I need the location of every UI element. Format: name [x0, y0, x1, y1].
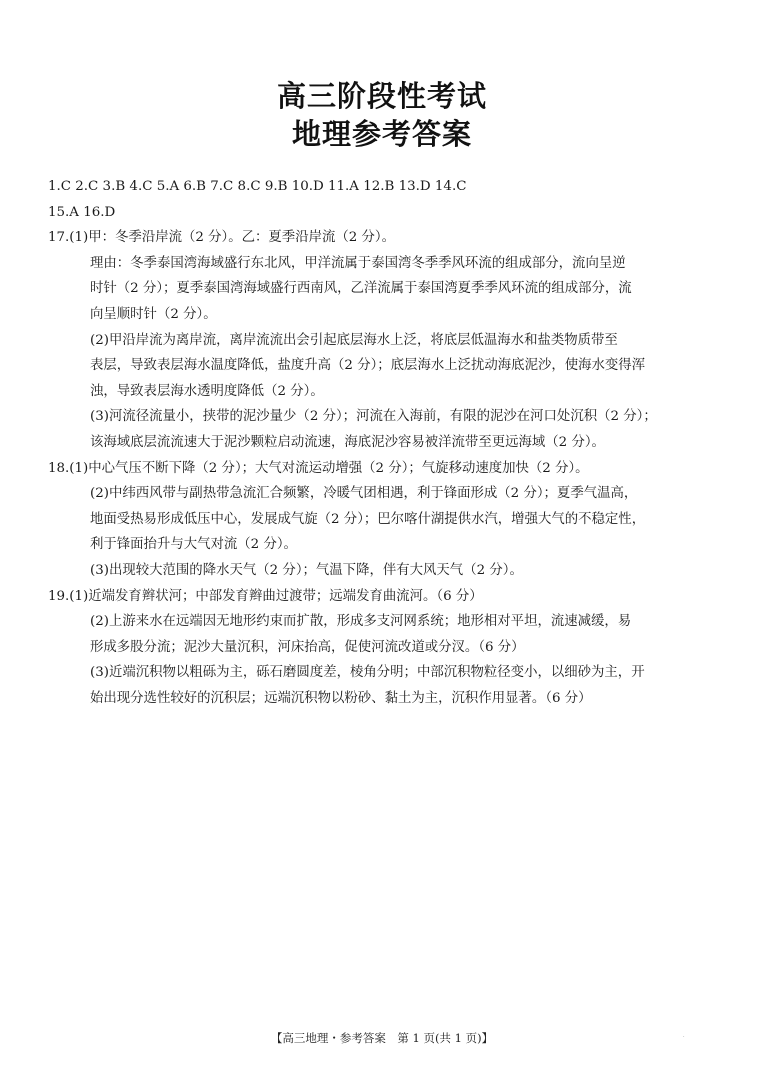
page-footer: 【高三地理・参考答案 第 1 页(共 1 页)】: [270, 1031, 494, 1045]
q17-part2-line: 浊，导致表层海水透明度降低（2 分）。: [90, 383, 324, 399]
q19-part3-line: 始出现分选性较好的沉积层；远端沉积物以粉砂、黏土为主，沉积作用显著。（6 分）: [90, 690, 592, 706]
q17-reason-line: 理由：冬季泰国湾海域盛行东北风，甲洋流属于泰国湾冬季季风环流的组成部分，流向呈逆: [90, 255, 626, 271]
q19-part1: 19.(1)近端发育辫状河；中部发育辫曲过渡带；远端发育曲流河。（6 分）: [48, 588, 483, 604]
q17-reason-line: 时针（2 分）；夏季泰国湾海域盛行西南风，乙洋流属于泰国湾夏季季风环流的组成部分，流: [90, 281, 632, 297]
q18-part2-line: (2)中纬西风带与副热带急流汇合频繁，冷暖气团相遇，利于锋面形成（2 分）；夏季气温高，: [90, 486, 638, 502]
page-subtitle: 地理参考答案: [291, 117, 472, 151]
q17-part3-line: (3)河流径流量小，挟带的泥沙量少（2 分）；河流在入海前，有限的泥沙在河口处沉积（2 分）；: [90, 409, 657, 425]
mc-answers-line-2: 15.A 16.D: [48, 204, 116, 220]
q18-part2-line: 地面受热易形成低压中心，发展成气旋（2 分）；巴尔喀什湖提供水汽，增强大气的不稳定性，: [90, 511, 646, 527]
q17-part1: 17.(1)甲：冬季沿岸流（2 分）。乙：夏季沿岸流（2 分）。: [48, 230, 396, 246]
q17-part3-line: 该海域底层流流速大于泥沙颗粒启动流速，海底泥沙容易被洋流带至更远海域（2 分）。: [90, 434, 605, 450]
q18-part3: (3)出现较大范围的降水天气（2 分）；气温下降，伴有大风天气（2 分）。: [90, 562, 523, 578]
q19-part2-line: (2)上游来水在远端因无地形约束而扩散，形成多支河网系统；地形相对平坦，流速减缓，易: [90, 614, 632, 630]
q17-part2-line: (2)甲沿岸流为离岸流，离岸流流出会引起底层海水上泛，将底层低温海水和盐类物质带至: [90, 332, 618, 348]
q18-part1: 18.(1)中心气压不断下降（2 分）；大气对流运动增强（2 分）；气旋移动速度加快（2 分）。: [48, 460, 589, 476]
q17-reason-line: 向呈顺时针（2 分）。: [90, 306, 217, 322]
q18-part2-line: 利于锋面抬升与大气对流（2 分）。: [90, 537, 297, 553]
mc-answers-line-1: 1.C 2.C 3.B 4.C 5.A 6.B 7.C 8.C 9.B 10.D 11.A 12.B 13.D 14.C: [48, 179, 467, 194]
answer-content: [48, 174, 718, 711]
q19-part3-line: (3)近端沉积物以粗砾为主，砾石磨圆度差，棱角分明；中部沉积物粒径变小，以细砂为主，开: [90, 665, 645, 681]
q17-part2-line: 表层，导致表层海水温度降低，盐度升高（2 分）；底层海水上泛扰动海底泥沙，使海水变得浑: [90, 358, 646, 374]
q19-part2-line: 形成多股分流；泥沙大量沉积，河床抬高，促使河流改道或分汊。（6 分）: [90, 639, 525, 655]
page-title: 高三阶段性考试: [276, 79, 487, 113]
scan-mark: ·: [683, 1034, 685, 1040]
